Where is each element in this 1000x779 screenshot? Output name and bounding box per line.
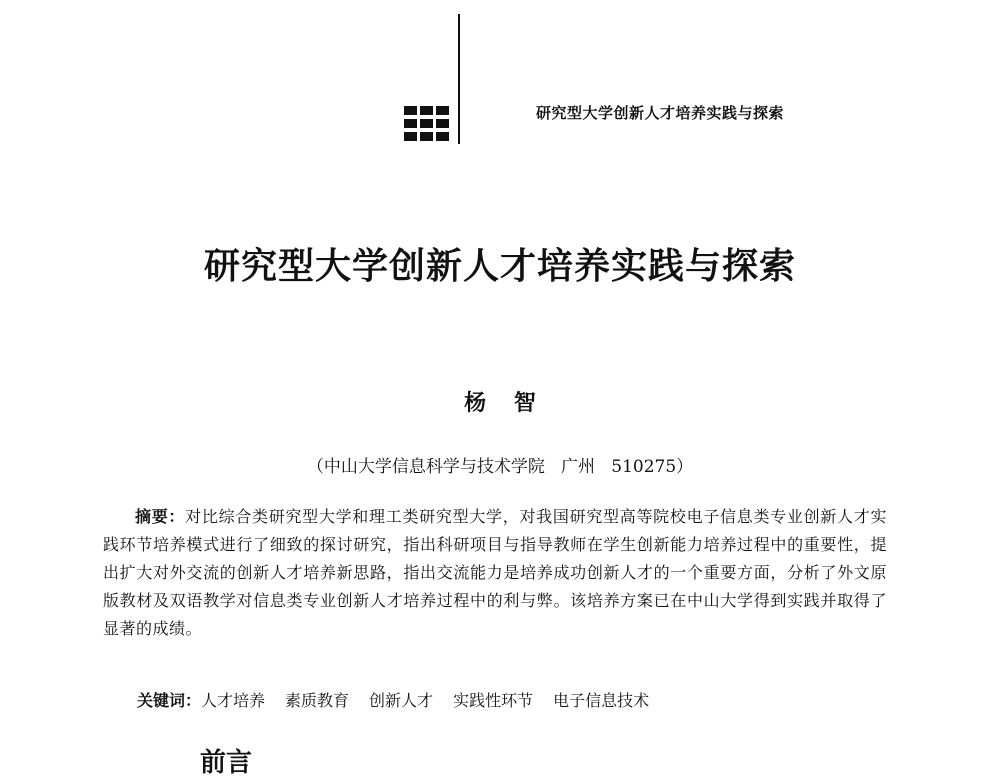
abstract-text: 对比综合类研究型大学和理工类研究型大学，对我国研究型高等院校电子信息类专业创新人才实践环节培养模式进行了细致的探讨研究，指出科研项目与指导教师在学生创新能力培养过程中的重要性，提出扩大对外交流的创新人才培养新思路，指出交流能力是培养成功创新人才的一个重要方面，分析了外文原版教材及双语教学对信息类专业创新人才培养过程中的利与弊。该培养方案已在中山大学得到实践并取得了显著的成绩。: [103, 507, 887, 638]
keyword: 人才培养: [201, 691, 266, 710]
keyword: 素质教育: [285, 691, 350, 710]
keyword: 电子信息技术: [553, 691, 650, 710]
keyword: 创新人才: [369, 691, 434, 710]
running-head: 研究型大学创新人才培养实践与探索: [536, 104, 785, 122]
header-divider-line: [458, 14, 460, 144]
keyword: 实践性环节: [453, 691, 534, 710]
abstract-label: 摘要：: [135, 507, 186, 526]
keywords-label: 关键词：: [137, 691, 202, 710]
journal-logo-icon: [404, 106, 449, 141]
article-title: 研究型大学创新人才培养实践与探索: [203, 245, 796, 287]
abstract: [103, 503, 887, 643]
author-name: 杨 智: [464, 390, 536, 416]
section-heading: 前言: [200, 748, 253, 778]
author-affiliation: （中山大学信息科学与技术学院 广州 510275）: [306, 457, 694, 477]
keywords: [137, 688, 669, 711]
